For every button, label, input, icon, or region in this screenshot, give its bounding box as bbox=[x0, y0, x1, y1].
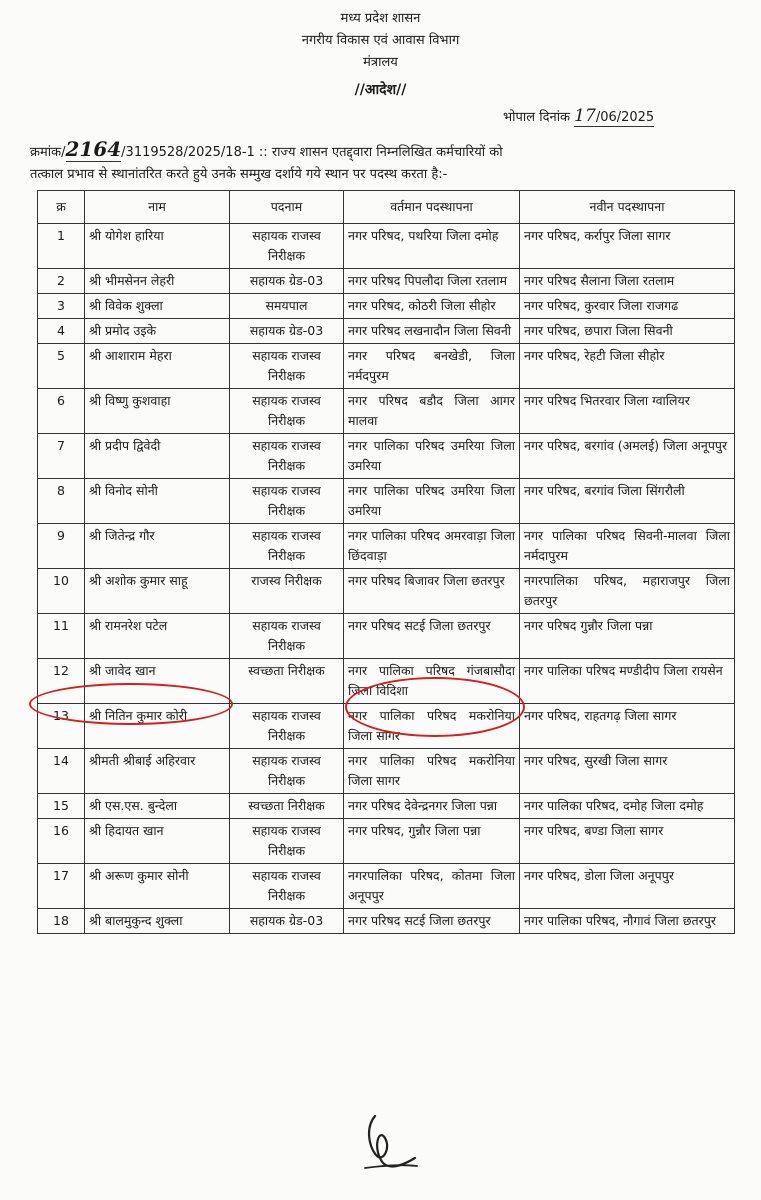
cell-sn: 9 bbox=[38, 524, 85, 569]
cell-designation: सहायक राजस्व निरीक्षक bbox=[230, 749, 344, 794]
col-header-name: नाम bbox=[85, 191, 230, 224]
cell-sn: 2 bbox=[38, 269, 85, 294]
cell-designation: सहायक ग्रेड-03 bbox=[230, 319, 344, 344]
cell-current-posting: नगर परिषद पिपलौदा जिला रतलाम bbox=[344, 269, 520, 294]
cell-current-posting: नगर पालिका परिषद मकरोनिया जिला सागर bbox=[344, 704, 520, 749]
cell-designation: सहायक राजस्व निरीक्षक bbox=[230, 434, 344, 479]
cell-name: श्री हिदायत खान bbox=[85, 819, 230, 864]
table-row bbox=[38, 344, 735, 389]
reference-label: क्रमांक/ bbox=[30, 145, 66, 160]
cell-new-posting: नगर परिषद, रेहटी जिला सीहोर bbox=[520, 344, 735, 389]
cell-sn: 5 bbox=[38, 344, 85, 389]
cell-name: श्री अरूण कुमार सोनी bbox=[85, 864, 230, 909]
cell-new-posting: नगर परिषद, कर्रापुर जिला सागर bbox=[520, 224, 735, 269]
cell-new-posting: नगर परिषद भितरवार जिला ग्वालियर bbox=[520, 389, 735, 434]
cell-new-posting: नगर परिषद, राहतगढ़ जिला सागर bbox=[520, 704, 735, 749]
cell-name: श्री आशाराम मेहरा bbox=[85, 344, 230, 389]
cell-sn: 10 bbox=[38, 569, 85, 614]
cell-name: श्री जावेद खान bbox=[85, 659, 230, 704]
cell-name: श्री नितिन कुमार कोरी bbox=[85, 704, 230, 749]
cell-designation: सहायक ग्रेड-03 bbox=[230, 909, 344, 934]
cell-designation: सहायक राजस्व निरीक्षक bbox=[230, 614, 344, 659]
cell-sn: 15 bbox=[38, 794, 85, 819]
col-header-sn: क्र bbox=[38, 191, 85, 224]
table-row bbox=[38, 224, 735, 269]
cell-current-posting: नगर पालिका परिषद उमरिया जिला उमरिया bbox=[344, 479, 520, 524]
table-row bbox=[38, 269, 735, 294]
cell-new-posting: नगर परिषद सैलाना जिला रतलाम bbox=[520, 269, 735, 294]
cell-name: श्री विवेक शुक्ला bbox=[85, 294, 230, 319]
table-row bbox=[38, 614, 735, 659]
table-row bbox=[38, 294, 735, 319]
cell-designation: स्वच्छता निरीक्षक bbox=[230, 794, 344, 819]
date-day: 17 bbox=[574, 106, 596, 126]
cell-current-posting: नगर परिषद देवेन्द्रनगर जिला पन्ना bbox=[344, 794, 520, 819]
cell-new-posting: नगर पालिका परिषद, दमोह जिला दमोह bbox=[520, 794, 735, 819]
cell-designation: सहायक राजस्व निरीक्षक bbox=[230, 704, 344, 749]
table-row bbox=[38, 704, 735, 749]
cell-designation: सहायक राजस्व निरीक्षक bbox=[230, 224, 344, 269]
header-line-1: मध्य प्रदेश शासन bbox=[340, 11, 421, 26]
cell-designation: सहायक राजस्व निरीक्षक bbox=[230, 344, 344, 389]
cell-current-posting: नगर परिषद सटई जिला छतरपुर bbox=[344, 614, 520, 659]
dateline bbox=[503, 106, 654, 127]
cell-new-posting: नगर परिषद, बरगांव जिला सिंगरौली bbox=[520, 479, 735, 524]
cell-name: श्रीमती श्रीबाई अहिरवार bbox=[85, 749, 230, 794]
cell-new-posting: नगर परिषद, छपारा जिला सिवनी bbox=[520, 319, 735, 344]
cell-name: श्री भीमसेनन लेहरी bbox=[85, 269, 230, 294]
cell-name: श्री जितेन्द्र गौर bbox=[85, 524, 230, 569]
date-prefix: भोपाल दिनांक bbox=[503, 110, 575, 125]
cell-current-posting: नगर परिषद सटई जिला छतरपुर bbox=[344, 909, 520, 934]
cell-name: श्री योगेश हारिया bbox=[85, 224, 230, 269]
table-row bbox=[38, 524, 735, 569]
cell-current-posting: नगर पालिका परिषद मकरोनिया जिला सागर bbox=[344, 749, 520, 794]
reference-file-no: /3119528/2025/18-1 :: राज्य शासन एतद्द्वारा निम्नलिखित कर्मचारियों को bbox=[121, 145, 503, 160]
reference-number: 2164 bbox=[65, 137, 122, 161]
col-header-new: नवीन पदस्थापना bbox=[520, 191, 735, 224]
cell-current-posting: नगर परिषद, कोठरी जिला सीहोर bbox=[344, 294, 520, 319]
cell-sn: 1 bbox=[38, 224, 85, 269]
table-row bbox=[38, 909, 735, 934]
header-line-3: मंत्रालय bbox=[363, 55, 398, 70]
table-row bbox=[38, 479, 735, 524]
cell-current-posting: नगर परिषद बनखेडी, जिला नर्मदपुरम bbox=[344, 344, 520, 389]
table-row bbox=[38, 319, 735, 344]
cell-sn: 6 bbox=[38, 389, 85, 434]
table-row bbox=[38, 749, 735, 794]
table-row bbox=[38, 434, 735, 479]
order-title: //आदेश// bbox=[354, 82, 407, 98]
cell-name: श्री अशोक कुमार साहू bbox=[85, 569, 230, 614]
cell-new-posting: नगर परिषद, सुरखी जिला सागर bbox=[520, 749, 735, 794]
cell-current-posting: नगरपालिका परिषद, कोतमा जिला अनूपपुर bbox=[344, 864, 520, 909]
cell-sn: 11 bbox=[38, 614, 85, 659]
cell-sn: 4 bbox=[38, 319, 85, 344]
cell-new-posting: नगर परिषद, बण्डा जिला सागर bbox=[520, 819, 735, 864]
cell-sn: 13 bbox=[38, 704, 85, 749]
cell-sn: 7 bbox=[38, 434, 85, 479]
cell-designation: सहायक राजस्व निरीक्षक bbox=[230, 389, 344, 434]
cell-sn: 17 bbox=[38, 864, 85, 909]
cell-new-posting: नगर पालिका परिषद सिवनी-मालवा जिला नर्मदापुरम bbox=[520, 524, 735, 569]
cell-new-posting: नगर परिषद गुन्नौर जिला पन्ना bbox=[520, 614, 735, 659]
cell-designation: सहायक राजस्व निरीक्षक bbox=[230, 524, 344, 569]
cell-designation: सहायक राजस्व निरीक्षक bbox=[230, 819, 344, 864]
reference-line bbox=[30, 137, 730, 165]
cell-name: श्री विष्णु कुशवाहा bbox=[85, 389, 230, 434]
header-line-2: नगरीय विकास एवं आवास विभाग bbox=[301, 33, 460, 48]
table-row bbox=[38, 819, 735, 864]
cell-designation: राजस्व निरीक्षक bbox=[230, 569, 344, 614]
table-row bbox=[38, 659, 735, 704]
table-body bbox=[38, 224, 735, 934]
cell-designation: सहायक राजस्व निरीक्षक bbox=[230, 479, 344, 524]
cell-sn: 16 bbox=[38, 819, 85, 864]
cell-name: श्री एस.एस. बुन्देला bbox=[85, 794, 230, 819]
table-row bbox=[38, 864, 735, 909]
cell-sn: 3 bbox=[38, 294, 85, 319]
cell-new-posting: नगर पालिका परिषद, नौगावं जिला छतरपुर bbox=[520, 909, 735, 934]
cell-sn: 12 bbox=[38, 659, 85, 704]
cell-designation: स्वच्छता निरीक्षक bbox=[230, 659, 344, 704]
cell-name: श्री बालमुकुन्द शुक्ला bbox=[85, 909, 230, 934]
cell-designation: सहायक ग्रेड-03 bbox=[230, 269, 344, 294]
cell-designation: समयपाल bbox=[230, 294, 344, 319]
cell-name: श्री विनोद सोनी bbox=[85, 479, 230, 524]
cell-designation: सहायक राजस्व निरीक्षक bbox=[230, 864, 344, 909]
cell-name: श्री रामनरेश पटेल bbox=[85, 614, 230, 659]
cell-sn: 8 bbox=[38, 479, 85, 524]
table-row bbox=[38, 389, 735, 434]
date-rest: /06/2025 bbox=[595, 110, 655, 125]
table-header-row bbox=[38, 191, 735, 224]
cell-new-posting: नगर परिषद, डोला जिला अनूपपुर bbox=[520, 864, 735, 909]
cell-current-posting: नगर परिषद बडौद जिला आगर मालवा bbox=[344, 389, 520, 434]
cell-current-posting: नगर पालिका परिषद अमरवाड़ा जिला छिंदवाड़ा bbox=[344, 524, 520, 569]
cell-current-posting: नगर परिषद बिजावर जिला छतरपुर bbox=[344, 569, 520, 614]
cell-current-posting: नगर पालिका परिषद उमरिया जिला उमरिया bbox=[344, 434, 520, 479]
cell-name: श्री प्रदीप द्विवेदी bbox=[85, 434, 230, 479]
cell-sn: 18 bbox=[38, 909, 85, 934]
transfer-table bbox=[37, 190, 735, 934]
cell-current-posting: नगर परिषद लखनादौन जिला सिवनी bbox=[344, 319, 520, 344]
cell-new-posting: नगर परिषद, बरगांव (अमलई) जिला अनूपपुर bbox=[520, 434, 735, 479]
cell-current-posting: नगर परिषद, गुन्नौर जिला पन्ना bbox=[344, 819, 520, 864]
cell-sn: 14 bbox=[38, 749, 85, 794]
cell-new-posting: नगर पालिका परिषद मण्डीदीप जिला रायसेन bbox=[520, 659, 735, 704]
col-header-designation: पदनाम bbox=[230, 191, 344, 224]
col-header-current: वर्तमान पदस्थापना bbox=[344, 191, 520, 224]
cell-new-posting: नगरपालिका परिषद, महाराजपुर जिला छतरपुर bbox=[520, 569, 735, 614]
cell-current-posting: नगर पालिका परिषद गंजबासौदा जिला विदिशा bbox=[344, 659, 520, 704]
reference-line-2: तत्काल प्रभाव से स्थानांतरित करते हुये उनके सम्मुख दर्शाये गये स्थान पर पदस्थ करता है:- bbox=[30, 167, 448, 182]
cell-current-posting: नगर परिषद, पथरिया जिला दमोह bbox=[344, 224, 520, 269]
cell-name: श्री प्रमोद उइके bbox=[85, 319, 230, 344]
signature-icon bbox=[355, 1108, 425, 1178]
table-row bbox=[38, 794, 735, 819]
cell-new-posting: नगर परिषद, कुरवार जिला राजगढ bbox=[520, 294, 735, 319]
table-row bbox=[38, 569, 735, 614]
